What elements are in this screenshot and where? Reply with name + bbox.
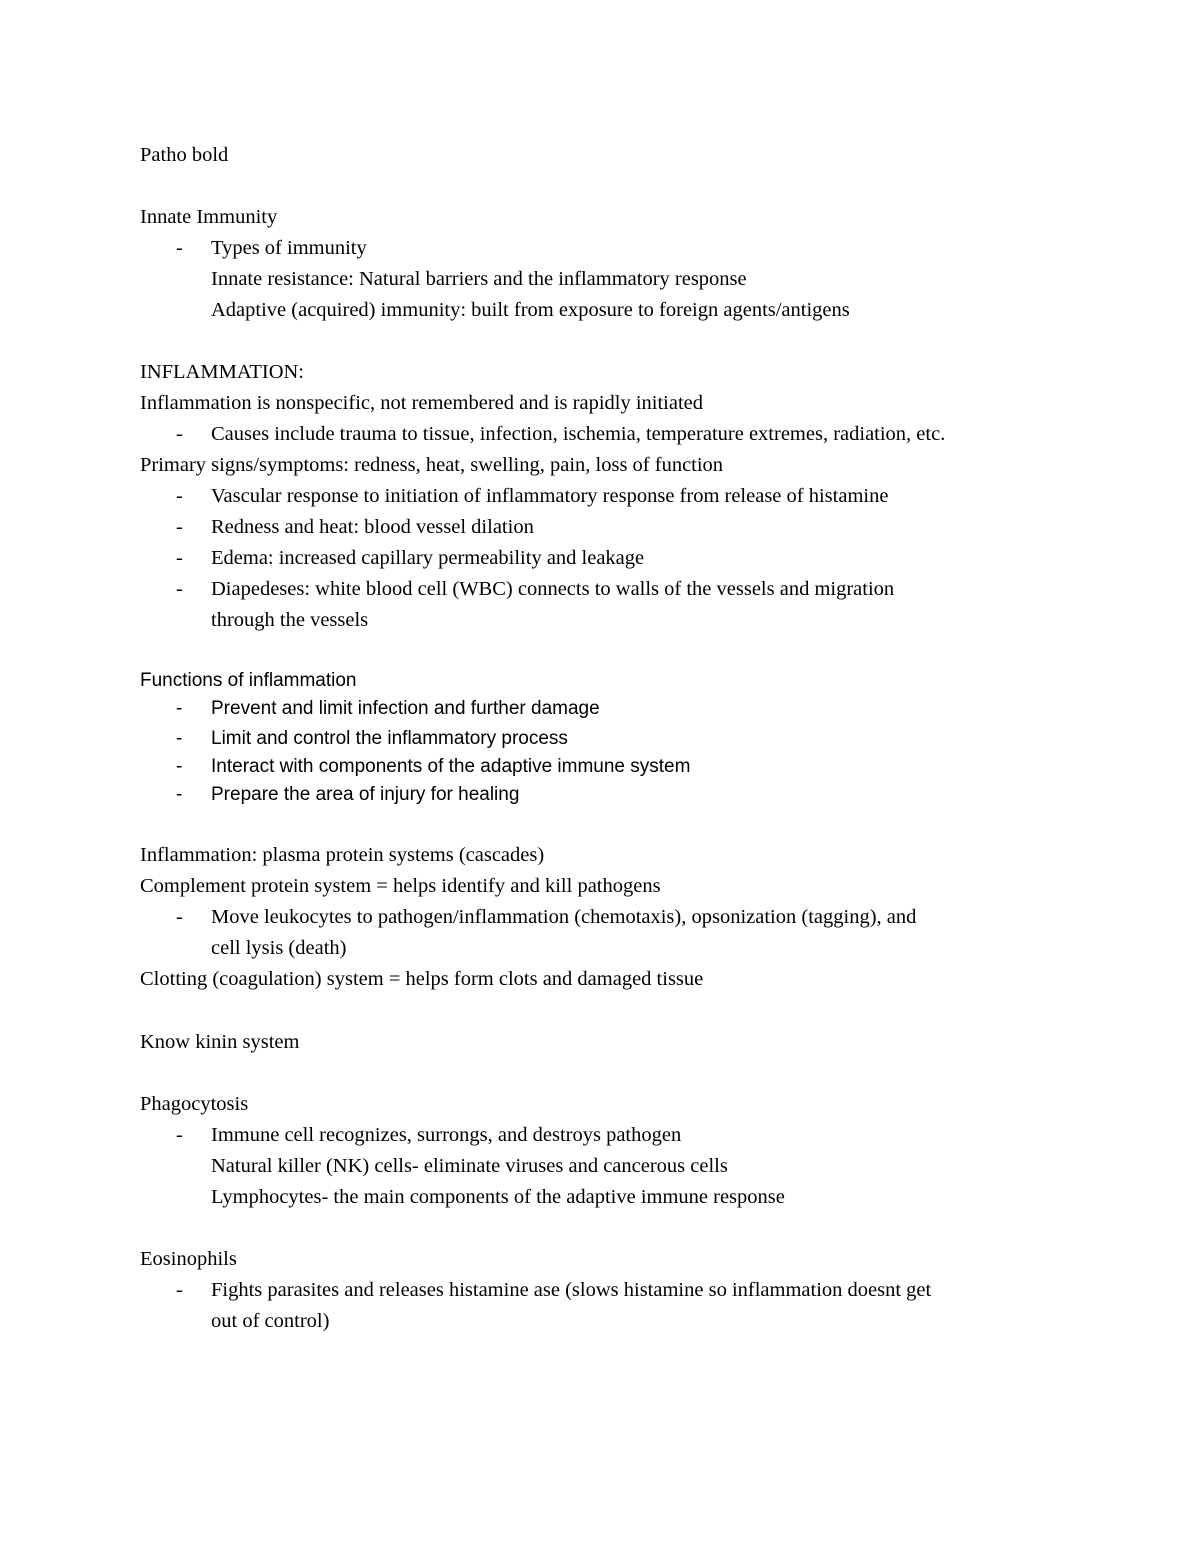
innate-heading: Innate Immunity [140,206,278,228]
inflammation-paragraph-2: Primary signs/symptoms: redness, heat, swelling, pain, loss of function [140,454,724,476]
bullet-dash: - [176,547,183,569]
inflammation-bullet-diapedeses: Diapedeses: white blood cell (WBC) connects to walls of the vessels and migration [211,578,895,600]
phagocytosis-sub-nk-cells: Natural killer (NK) cells- eliminate viruses and cancerous cells [211,1155,728,1177]
plasma-bullet-leukocytes: Move leukocytes to pathogen/inflammation (chemotaxis), opsonization (tagging), and [211,906,917,928]
inflammation-bullet-edema: Edema: increased capillary permeability and leakage [211,547,645,569]
plasma-bullet-leukocytes-cont: cell lysis (death) [211,937,347,959]
bullet-dash: - [176,1124,183,1146]
bullet-dash: - [176,1279,183,1301]
inflammation-bullet-causes: Causes include trauma to tissue, infection, ischemia, temperature extremes, radiation, etc. [211,423,946,445]
bullet-dash: - [176,485,183,507]
phagocytosis-sub-lymphocytes: Lymphocytes- the main components of the adaptive immune response [211,1186,785,1208]
eosinophils-bullet: Fights parasites and releases histamine ase (slows histamine so inflammation doesnt get [211,1279,932,1301]
functions-item: Prevent and limit infection and further damage [211,698,600,719]
phagocytosis-heading: Phagocytosis [140,1093,249,1115]
inflammation-paragraph-1: Inflammation is nonspecific, not remembered and is rapidly initiated [140,392,704,414]
bullet-dash: - [176,698,183,719]
inflammation-bullet-diapedeses-cont: through the vessels [211,609,369,631]
innate-bullet-types: Types of immunity [211,237,367,259]
bullet-dash: - [176,237,183,259]
plasma-clotting: Clotting (coagulation) system = helps form clots and damaged tissue [140,968,704,990]
bullet-dash: - [176,906,183,928]
plasma-heading: Inflammation: plasma protein systems (cascades) [140,844,545,866]
bullet-dash: - [176,728,183,749]
eosinophils-heading: Eosinophils [140,1248,237,1270]
bullet-dash: - [176,756,183,777]
innate-sub-adaptive: Adaptive (acquired) immunity: built from exposure to foreign agents/antigens [211,299,850,321]
bullet-dash: - [176,784,183,805]
phagocytosis-bullet-immune-cell: Immune cell recognizes, surrongs, and destroys pathogen [211,1124,682,1146]
bullet-dash: - [176,423,183,445]
inflammation-bullet-vascular: Vascular response to initiation of inflammatory response from release of histamine [211,485,889,507]
functions-item: Interact with components of the adaptive immune system [211,756,691,777]
functions-heading: Functions of inflammation [140,670,357,691]
functions-item: Prepare the area of injury for healing [211,784,520,805]
plasma-complement: Complement protein system = helps identify and kill pathogens [140,875,661,897]
bullet-dash: - [176,516,183,538]
innate-sub-resistance: Innate resistance: Natural barriers and the inflammatory response [211,268,747,290]
eosinophils-bullet-cont: out of control) [211,1310,330,1332]
functions-item: Limit and control the inflammatory process [211,728,568,749]
kinin-note: Know kinin system [140,1031,300,1053]
inflammation-bullet-redness: Redness and heat: blood vessel dilation [211,516,534,538]
inflammation-heading: INFLAMMATION: [140,361,304,383]
bullet-dash: - [176,578,183,600]
document-title: Patho bold [140,144,229,166]
